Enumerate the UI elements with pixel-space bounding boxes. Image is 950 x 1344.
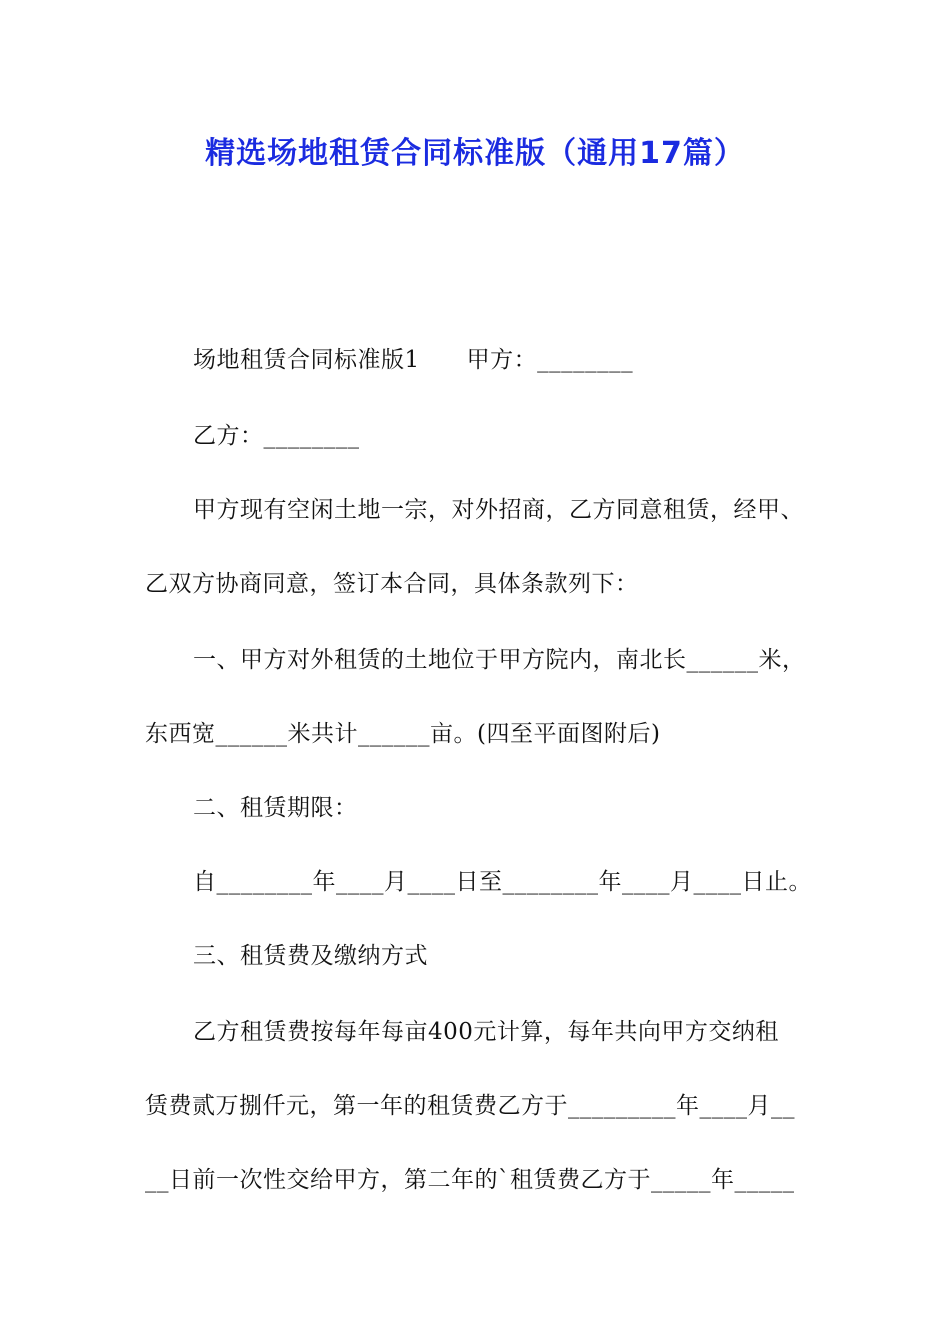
party-b-line: 乙方：________ — [193, 423, 360, 449]
document-title: 精选场地租赁合同标准版（通用17篇） — [205, 136, 745, 171]
clause-2-heading: 二、租赁期限： — [193, 795, 358, 821]
clause-1-line: 东西宽______米共计______亩。(四至平面图附后) — [145, 721, 661, 747]
rent-paragraph-line: __日前一次性交给甲方，第二年的`租赁费乙方于_____年_____ — [145, 1167, 795, 1193]
paragraph-line: 甲方现有空闲土地一宗，对外招商，乙方同意租赁，经甲、 — [193, 497, 804, 523]
lease-period-line: 自________年____月____日至________年____月____日止。 — [193, 869, 812, 895]
clause-1-line: 一、甲方对外租赁的土地位于甲方院内，南北长______米， — [193, 647, 806, 673]
rent-paragraph-line: 乙方租赁费按每年每亩400元计算，每年共向甲方交纳租 — [193, 1019, 779, 1045]
contract-heading-line: 场地租赁合同标准版1 甲方：________ — [193, 347, 634, 373]
clause-3-heading: 三、租赁费及缴纳方式 — [193, 943, 428, 969]
paragraph-line: 乙双方协商同意，签订本合同，具体条款列下： — [145, 571, 639, 597]
rent-paragraph-line: 赁费贰万捌仟元，第一年的租赁费乙方于_________年____月__ — [145, 1093, 795, 1119]
